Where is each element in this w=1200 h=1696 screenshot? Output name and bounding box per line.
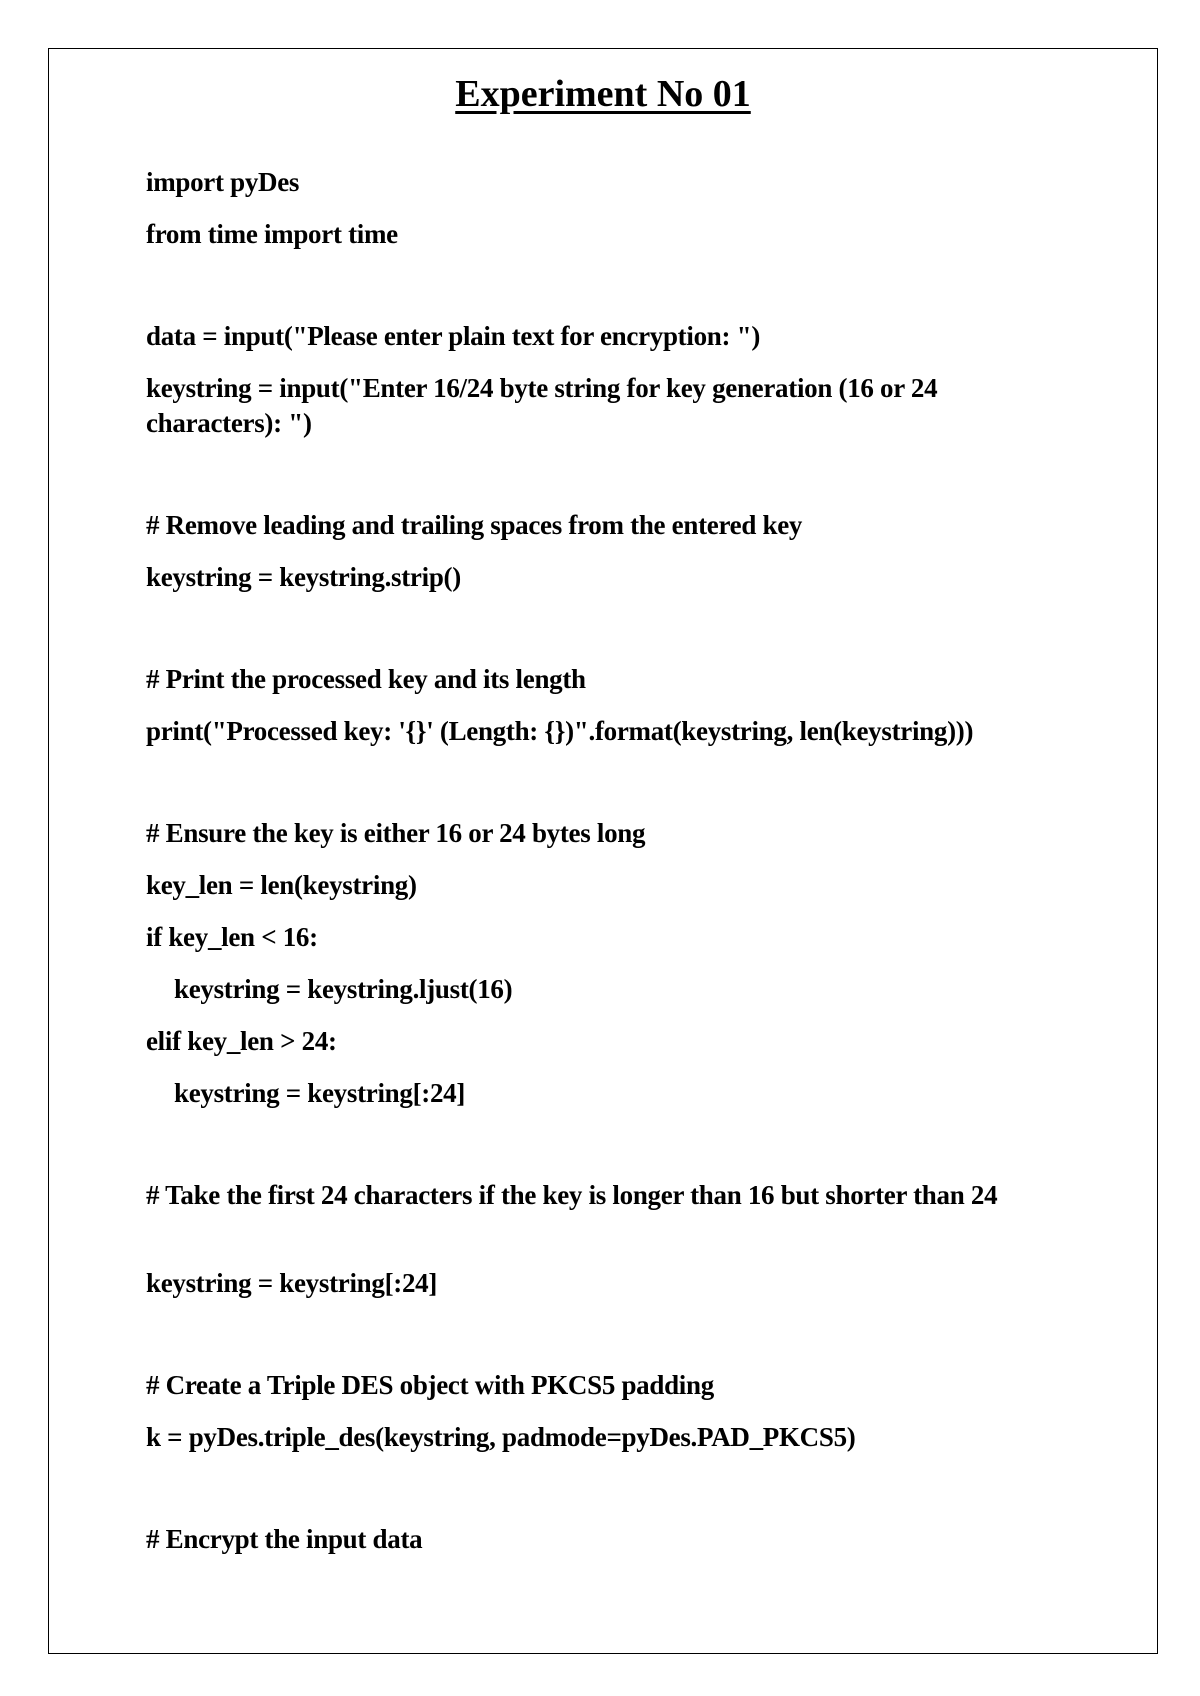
code-line: data = input("Please enter plain text for encryption: ") xyxy=(146,321,761,351)
code-comment: # Print the processed key and its length xyxy=(146,664,586,694)
code-line: import pyDes xyxy=(146,167,300,197)
code-comment: # Ensure the key is either 16 or 24 bytes long xyxy=(146,818,646,848)
code-line: elif key_len > 24: xyxy=(146,1026,337,1056)
page-title: Experiment No 01 xyxy=(455,73,751,115)
code-line: keystring = keystring.ljust(16) xyxy=(174,974,513,1004)
code-line: k = pyDes.triple_des(keystring, padmode=pyDes.PAD_PKCS5) xyxy=(146,1422,856,1452)
code-line: keystring = keystring[:24] xyxy=(174,1078,466,1108)
code-line: from time import time xyxy=(146,219,398,249)
page-border xyxy=(48,48,1158,1654)
code-comment: # Remove leading and trailing spaces from the entered key xyxy=(146,510,803,540)
code-line: keystring = input("Enter 16/24 byte string for key generation (16 or 24 characters): ") xyxy=(146,373,944,438)
code-line: keystring = keystring[:24] xyxy=(146,1268,438,1298)
code-comment: # Encrypt the input data xyxy=(146,1524,423,1554)
code-comment: # Create a Triple DES object with PKCS5 padding xyxy=(146,1370,714,1400)
code-line: print("Processed key: '{}' (Length: {})".format(keystring, len(keystring))) xyxy=(146,716,974,746)
code-line: if key_len < 16: xyxy=(146,922,318,952)
code-comment: # Take the first 24 characters if the key is longer than 16 but shorter than 24 xyxy=(146,1180,998,1210)
code-line: key_len = len(keystring) xyxy=(146,870,417,900)
code-line: keystring = keystring.strip() xyxy=(146,562,461,592)
